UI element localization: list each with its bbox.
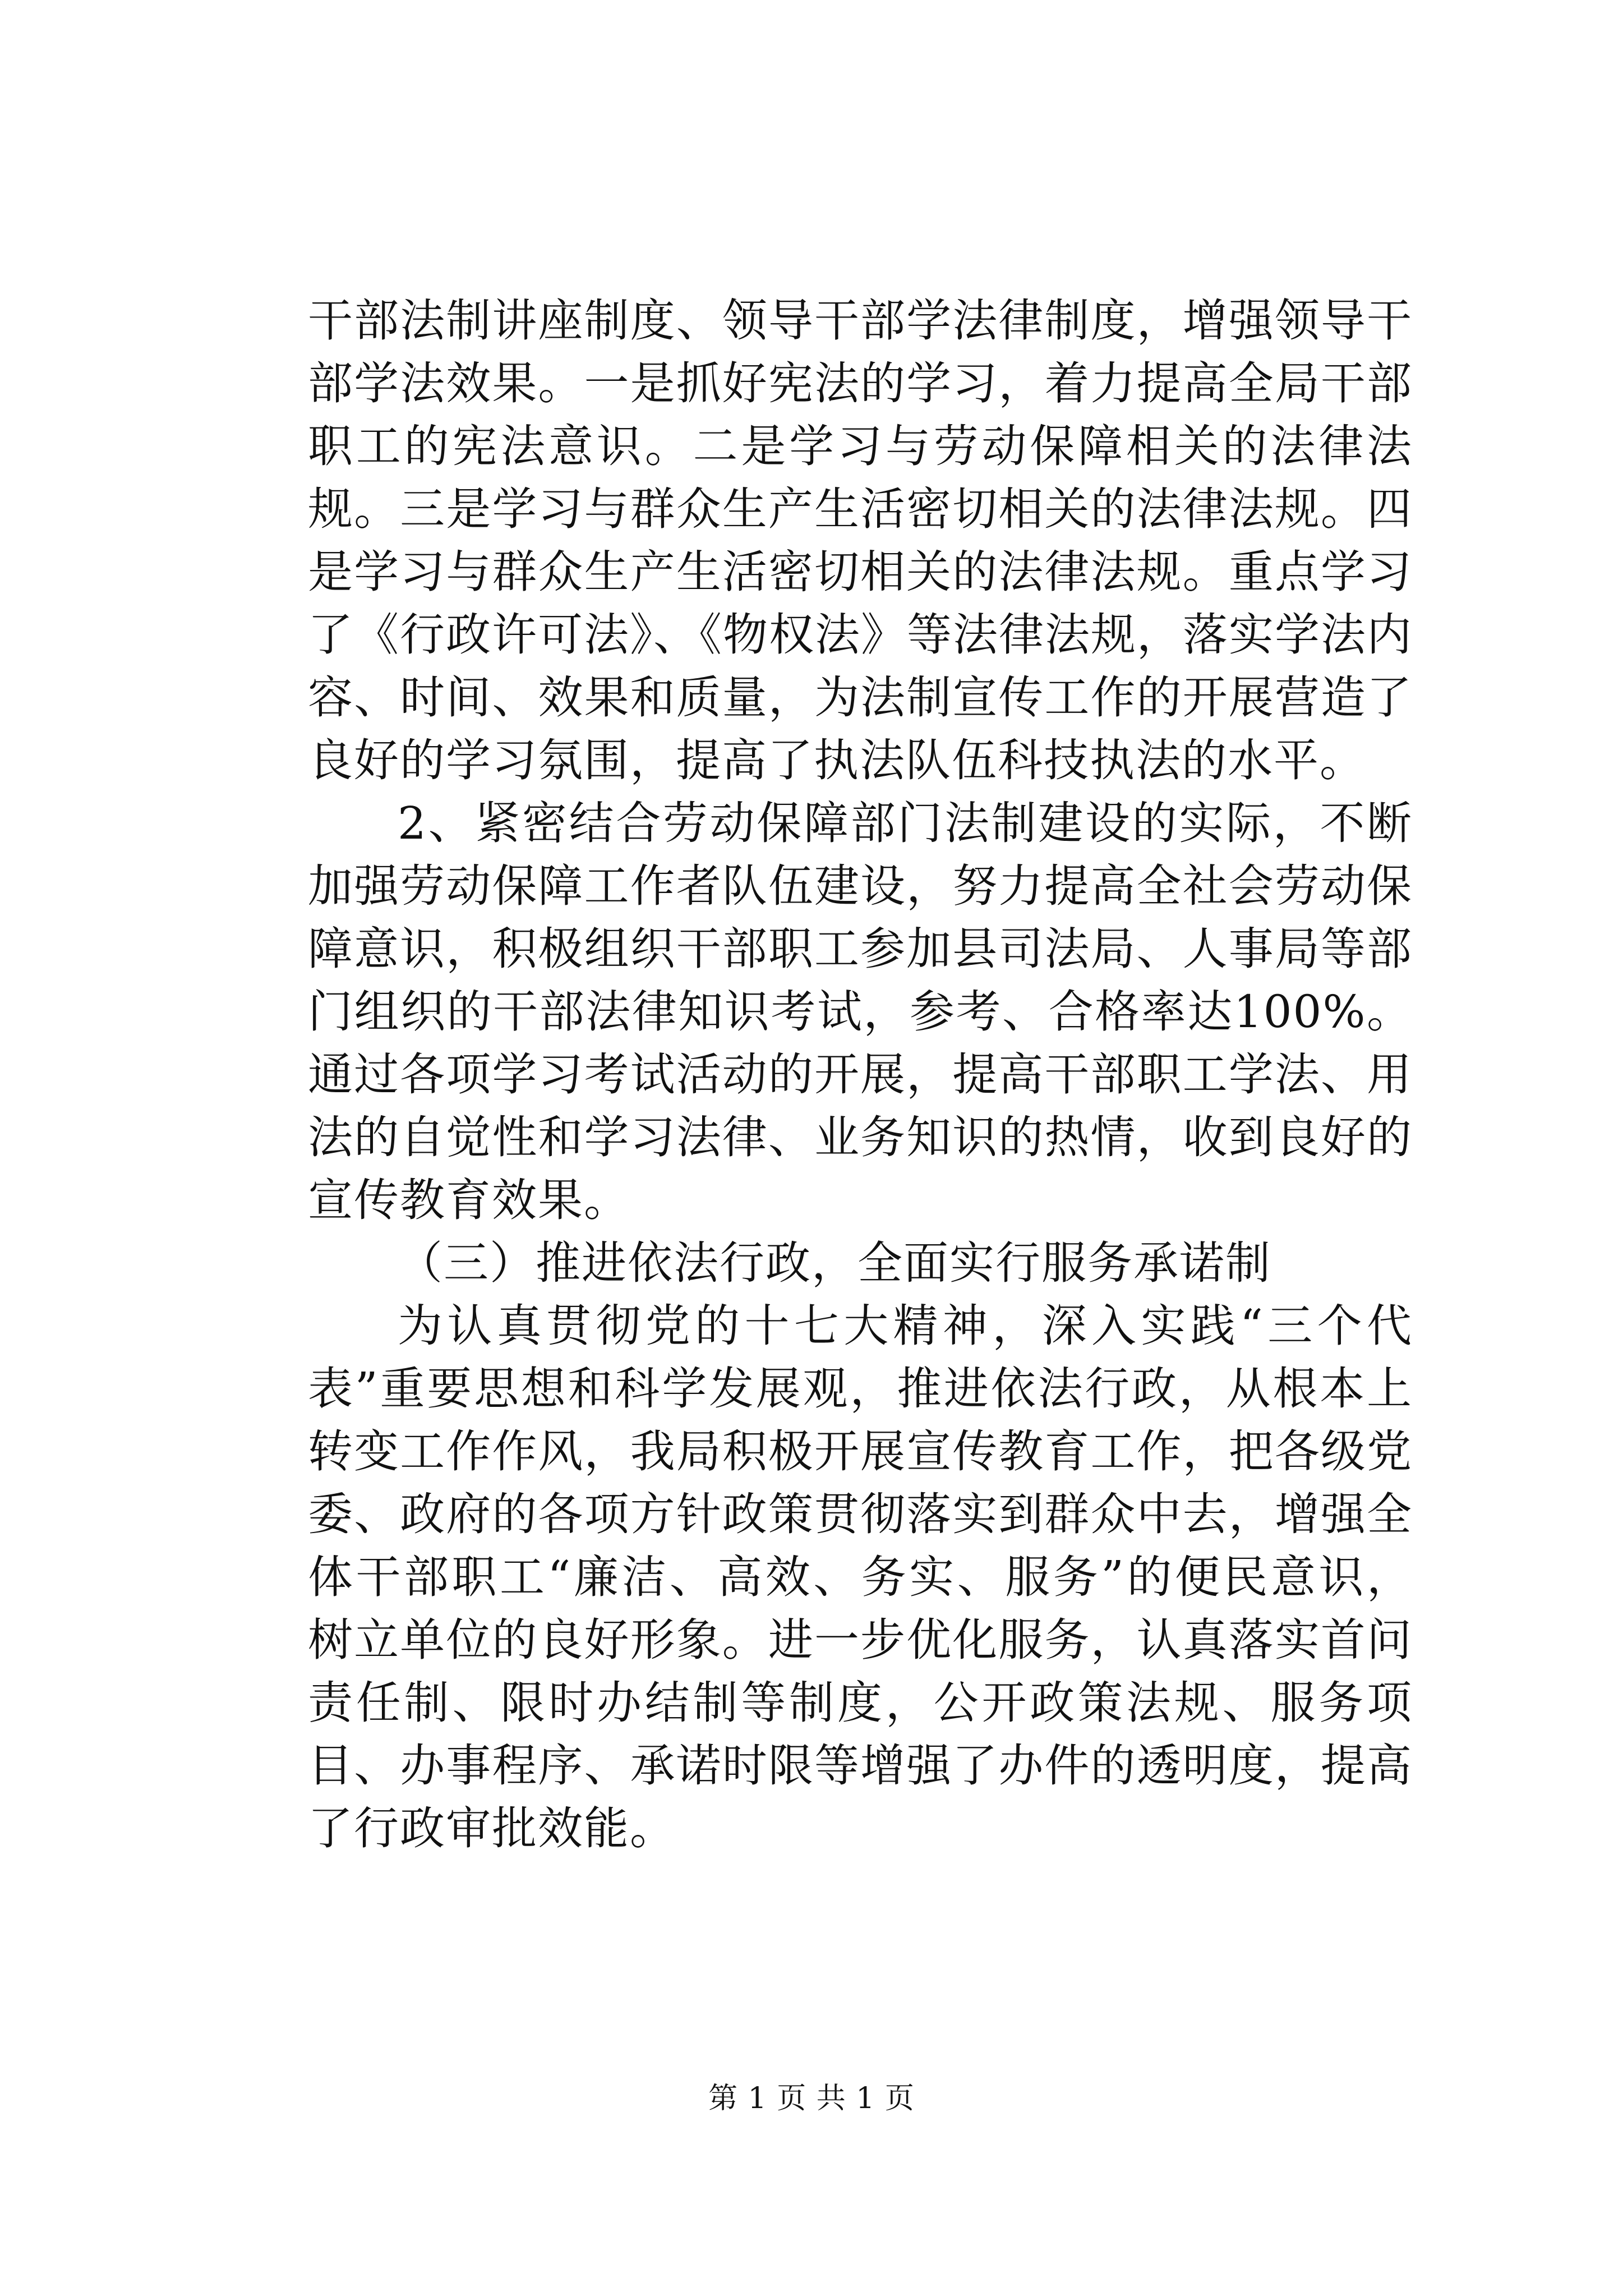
section-heading-3: （三）推进依法行政，全面实行服务承诺制 — [398, 1237, 1271, 1289]
page-footer: 第 1 页 共 1 页 — [708, 2082, 915, 2115]
paragraph-section-3: 为认真贯彻党的十七大精神，深入实践“三个代表”重要思想和科学发展观，推进依法行政，从根本上转变工作作风，我局积极开展宣传教育工作，把各级党委、政府的各项方针政策贯彻落实到群众中去，增强全体干部职工“廉洁、高效、务实、服务”的便民意识，树立单位的良好形象。进一步优化服务，认真落实首问责任制、限时办结制等制度，公开政策法规、服务项目、办事程序、承诺时限等增强了办件的透明度，提高了行政审批效能。 — [308, 1300, 1413, 1855]
document-body — [308, 289, 1413, 1860]
paragraph-continuation: 干部法制讲座制度、领导干部学法律制度，增强领导干部学法效果。一是抓好宪法的学习，着力提高全局干部职工的宪法意识。二是学习与劳动保障相关的法律法规。三是学习与群众生产生活密切相关的法律法规。四是学习与群众生产生活密切相关的法律法规。重点学习了《行政许可法》、《物权法》等法律法规，落实学法内容、时间、效果和质量，为法制宣传工作的开展营造了良好的学习氛围，提高了执法队伍科技执法的水平。 — [308, 295, 1413, 786]
paragraph-item-2: 2、紧密结合劳动保障部门法制建设的实际，不断加强劳动保障工作者队伍建设，努力提高全社会劳动保障意识，积极组织干部职工参加县司法局、人事局等部门组织的干部法律知识考试，参考、合格率达100%。通过各项学习考试活动的开展，提高干部职工学法、用法的自觉性和学习法律、业务知识的热情，收到良好的宣传教育效果。 — [308, 797, 1413, 1226]
